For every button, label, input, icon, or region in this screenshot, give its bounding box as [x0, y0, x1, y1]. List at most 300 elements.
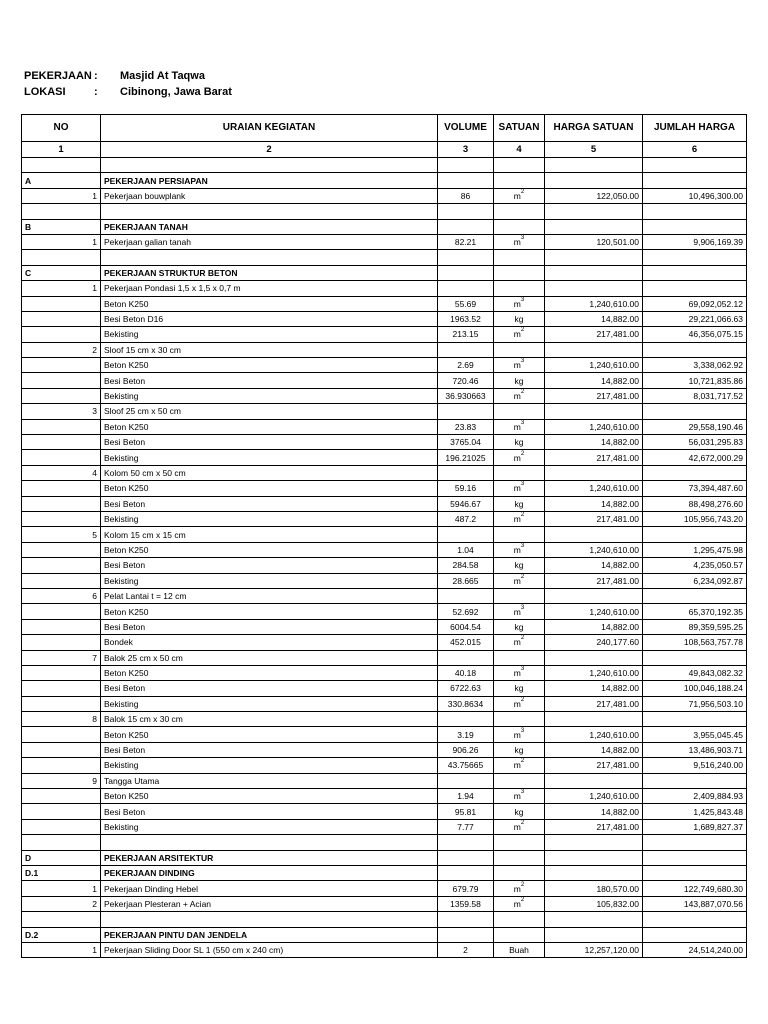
- table-row: [22, 527, 747, 542]
- table-row: [22, 481, 747, 496]
- unit-exponent: 3: [520, 727, 525, 734]
- cell-no: [22, 804, 101, 819]
- cell-harga-satuan: 217,481.00: [545, 388, 643, 403]
- cell-harga-satuan: 14,882.00: [545, 742, 643, 757]
- cell-uraian: Beton K250: [101, 604, 438, 619]
- col-number-5: 5: [545, 142, 643, 158]
- cell-uraian: Pekerjaan bouwplank: [101, 188, 438, 203]
- unit-exponent: 3: [520, 604, 525, 611]
- cell-satuan: [494, 311, 545, 326]
- cell-harga-satuan: [545, 173, 643, 188]
- cell-no: 1: [22, 281, 101, 296]
- cell-jumlah-harga: 49,843,082.32: [643, 665, 747, 680]
- cell-volume: [438, 773, 494, 788]
- cell-no: [22, 789, 101, 804]
- cell-harga-satuan: 14,882.00: [545, 804, 643, 819]
- table-row: [22, 912, 747, 927]
- cell-volume: [438, 527, 494, 542]
- cell-harga-satuan: 240,177.60: [545, 635, 643, 650]
- cell-uraian: Besi Beton: [101, 619, 438, 634]
- cell-jumlah-harga: [643, 219, 747, 234]
- col-header-uraian: URAIAN KEGIATAN: [101, 115, 438, 142]
- unit-text: kg: [514, 314, 524, 325]
- cell-satuan: [494, 604, 545, 619]
- cell-uraian: [101, 912, 438, 927]
- table-body: [22, 158, 747, 958]
- cell-harga-satuan: [545, 835, 643, 850]
- table-row: [22, 604, 747, 619]
- cell-uraian: Beton K250: [101, 419, 438, 434]
- cell-jumlah-harga: [643, 404, 747, 419]
- cell-jumlah-harga: 122,749,680.30: [643, 881, 747, 896]
- cell-no: [22, 250, 101, 265]
- cell-volume: 43.75665: [438, 758, 494, 773]
- cell-volume: 1963.52: [438, 311, 494, 326]
- unit-text: m: [513, 391, 521, 402]
- unit-text: m: [513, 575, 521, 586]
- cell-harga-satuan: 12,257,120.00: [545, 942, 643, 957]
- cell-no: [22, 311, 101, 326]
- cell-harga-satuan: [545, 158, 643, 173]
- cell-no: [22, 158, 101, 173]
- unit-text: kg: [514, 437, 524, 448]
- cell-no: 1: [22, 234, 101, 249]
- cell-satuan: [494, 773, 545, 788]
- unit-text: m: [513, 544, 521, 555]
- cell-satuan: [494, 588, 545, 603]
- unit-text: m: [513, 421, 521, 432]
- cell-satuan: [494, 542, 545, 557]
- table-row: [22, 342, 747, 357]
- cell-jumlah-harga: [643, 773, 747, 788]
- cell-volume: 36.930663: [438, 388, 494, 403]
- cell-no: [22, 742, 101, 757]
- cell-volume: 52.692: [438, 604, 494, 619]
- cell-no: 8: [22, 712, 101, 727]
- table-row: [22, 835, 747, 850]
- cell-uraian: Sloof 15 cm x 30 cm: [101, 342, 438, 357]
- cell-volume: [438, 465, 494, 480]
- cell-satuan: [494, 435, 545, 450]
- unit-exponent: 3: [520, 296, 525, 303]
- cell-volume: 86: [438, 188, 494, 203]
- unit-text: m: [513, 360, 521, 371]
- unit-text: kg: [514, 621, 524, 632]
- unit-exponent: 3: [520, 419, 525, 426]
- cell-jumlah-harga: 100,046,188.24: [643, 681, 747, 696]
- unit-text: kg: [514, 683, 524, 694]
- cell-harga-satuan: [545, 850, 643, 865]
- cell-no: [22, 758, 101, 773]
- table-row: [22, 311, 747, 326]
- cell-uraian: Pekerjaan galian tanah: [101, 234, 438, 249]
- cell-uraian: Bondek: [101, 635, 438, 650]
- cell-satuan: [494, 481, 545, 496]
- cell-satuan: [494, 327, 545, 342]
- cell-volume: 330.8634: [438, 696, 494, 711]
- cell-volume: 487.2: [438, 511, 494, 526]
- cell-uraian: Beton K250: [101, 665, 438, 680]
- cell-no: [22, 681, 101, 696]
- cell-no: [22, 373, 101, 388]
- unit-exponent: 2: [520, 389, 525, 396]
- unit-exponent: 3: [520, 542, 525, 549]
- table-row: [22, 450, 747, 465]
- unit-exponent: 3: [520, 358, 525, 365]
- pekerjaan-label: PEKERJAAN: [24, 70, 92, 82]
- cell-jumlah-harga: 13,486,903.71: [643, 742, 747, 757]
- cell-harga-satuan: 1,240,610.00: [545, 727, 643, 742]
- cell-no: 6: [22, 588, 101, 603]
- cell-jumlah-harga: [643, 173, 747, 188]
- cell-harga-satuan: [545, 265, 643, 280]
- cell-satuan: [494, 158, 545, 173]
- unit-text: kg: [514, 375, 524, 386]
- unit-text: m: [513, 483, 521, 494]
- cell-jumlah-harga: [643, 158, 747, 173]
- cell-satuan: [494, 511, 545, 526]
- unit-text: m: [513, 898, 521, 909]
- table-row: [22, 635, 747, 650]
- cell-jumlah-harga: [643, 342, 747, 357]
- cell-satuan: [494, 835, 545, 850]
- table-row: [22, 881, 747, 896]
- cell-satuan: [494, 865, 545, 880]
- cell-harga-satuan: 217,481.00: [545, 573, 643, 588]
- cell-jumlah-harga: [643, 865, 747, 880]
- cell-no: 2: [22, 896, 101, 911]
- cell-volume: 3.19: [438, 727, 494, 742]
- cell-volume: 679.79: [438, 881, 494, 896]
- cell-jumlah-harga: 69,092,052.12: [643, 296, 747, 311]
- cell-uraian: Balok 15 cm x 30 cm: [101, 712, 438, 727]
- table-row: [22, 696, 747, 711]
- cell-uraian: Besi Beton: [101, 496, 438, 511]
- table-row: [22, 250, 747, 265]
- cell-volume: 3765.04: [438, 435, 494, 450]
- cell-volume: [438, 219, 494, 234]
- cell-volume: [438, 265, 494, 280]
- unit-text: kg: [514, 745, 524, 756]
- cell-harga-satuan: [545, 912, 643, 927]
- cell-satuan: [494, 173, 545, 188]
- cell-no: [22, 819, 101, 834]
- cell-jumlah-harga: 88,498,276.60: [643, 496, 747, 511]
- cell-uraian: Pekerjaan Plesteran + Acian: [101, 896, 438, 911]
- cell-uraian: Besi Beton: [101, 804, 438, 819]
- cell-jumlah-harga: 105,956,743.20: [643, 511, 747, 526]
- table-row: [22, 558, 747, 573]
- unit-text: m: [513, 606, 521, 617]
- cell-jumlah-harga: 143,887,070.56: [643, 896, 747, 911]
- table-row: [22, 465, 747, 480]
- pekerjaan-value: Masjid At Taqwa: [120, 70, 205, 82]
- cell-jumlah-harga: 3,955,045.45: [643, 727, 747, 742]
- cell-no: [22, 435, 101, 450]
- col-header-no: NO: [22, 115, 101, 142]
- cell-satuan: [494, 712, 545, 727]
- cell-uraian: Bekisting: [101, 450, 438, 465]
- unit-exponent: 2: [520, 896, 525, 903]
- cell-uraian: PEKERJAAN DINDING: [101, 865, 438, 880]
- cell-satuan: [494, 619, 545, 634]
- table-row: [22, 419, 747, 434]
- cell-no: [22, 296, 101, 311]
- cell-no: D.1: [22, 865, 101, 880]
- cell-uraian: Balok 25 cm x 50 cm: [101, 650, 438, 665]
- cell-volume: [438, 650, 494, 665]
- unit-exponent: 3: [520, 789, 525, 796]
- cell-harga-satuan: [545, 404, 643, 419]
- cell-satuan: [494, 727, 545, 742]
- cell-uraian: [101, 204, 438, 219]
- cell-harga-satuan: 14,882.00: [545, 311, 643, 326]
- cell-volume: 5946.67: [438, 496, 494, 511]
- cell-jumlah-harga: 10,721,835.86: [643, 373, 747, 388]
- cell-volume: [438, 712, 494, 727]
- cell-satuan: [494, 358, 545, 373]
- table-row: [22, 234, 747, 249]
- cell-harga-satuan: [545, 281, 643, 296]
- cell-harga-satuan: 180,570.00: [545, 881, 643, 896]
- unit-text: m: [513, 883, 521, 894]
- cell-uraian: Bekisting: [101, 511, 438, 526]
- cell-jumlah-harga: [643, 465, 747, 480]
- cell-satuan: [494, 558, 545, 573]
- cell-satuan: [494, 927, 545, 942]
- cell-volume: 59.16: [438, 481, 494, 496]
- unit-exponent: 3: [520, 666, 525, 673]
- table-row: [22, 742, 747, 757]
- cell-uraian: PEKERJAAN ARSITEKTUR: [101, 850, 438, 865]
- cell-no: [22, 358, 101, 373]
- cell-jumlah-harga: 3,338,062.92: [643, 358, 747, 373]
- cell-volume: [438, 404, 494, 419]
- cell-satuan: [494, 404, 545, 419]
- unit-text: m: [513, 821, 521, 832]
- table-row: [22, 650, 747, 665]
- cell-jumlah-harga: 29,558,190.46: [643, 419, 747, 434]
- cell-volume: 55.69: [438, 296, 494, 311]
- unit-exponent: 2: [520, 188, 525, 195]
- table-row: [22, 188, 747, 203]
- cell-satuan: [494, 388, 545, 403]
- cell-jumlah-harga: [643, 835, 747, 850]
- cell-uraian: [101, 158, 438, 173]
- cell-satuan: [494, 665, 545, 680]
- table-row: [22, 819, 747, 834]
- cell-volume: 7.77: [438, 819, 494, 834]
- table-row: [22, 804, 747, 819]
- cell-no: [22, 496, 101, 511]
- cell-no: [22, 511, 101, 526]
- unit-exponent: 2: [520, 450, 525, 457]
- unit-text: m: [513, 668, 521, 679]
- unit-text: m: [513, 514, 521, 525]
- cell-volume: 23.83: [438, 419, 494, 434]
- cell-no: [22, 604, 101, 619]
- table-row: [22, 435, 747, 450]
- cell-satuan: [494, 742, 545, 757]
- cell-jumlah-harga: [643, 850, 747, 865]
- cell-jumlah-harga: [643, 927, 747, 942]
- cell-jumlah-harga: 8,031,717.52: [643, 388, 747, 403]
- cell-harga-satuan: 217,481.00: [545, 450, 643, 465]
- cell-jumlah-harga: [643, 912, 747, 927]
- cell-harga-satuan: [545, 865, 643, 880]
- cell-uraian: Beton K250: [101, 542, 438, 557]
- cell-jumlah-harga: 46,356,075.15: [643, 327, 747, 342]
- unit-exponent: 3: [520, 235, 525, 242]
- cell-satuan: [494, 942, 545, 957]
- cell-satuan: [494, 188, 545, 203]
- cell-uraian: Bekisting: [101, 388, 438, 403]
- unit-exponent: 3: [520, 481, 525, 488]
- lokasi-value: Cibinong, Jawa Barat: [120, 86, 232, 98]
- cell-no: [22, 450, 101, 465]
- table-row: [22, 158, 747, 173]
- table-row: [22, 573, 747, 588]
- cell-no: [22, 619, 101, 634]
- cell-satuan: [494, 527, 545, 542]
- cell-uraian: PEKERJAAN STRUKTUR BETON: [101, 265, 438, 280]
- cell-no: 1: [22, 942, 101, 957]
- table-row: [22, 542, 747, 557]
- cell-satuan: [494, 465, 545, 480]
- cell-volume: 2: [438, 942, 494, 957]
- col-number-3: 3: [438, 142, 494, 158]
- cell-harga-satuan: 1,240,610.00: [545, 665, 643, 680]
- cell-no: [22, 635, 101, 650]
- table-row: [22, 404, 747, 419]
- cell-volume: [438, 835, 494, 850]
- unit-text: Buah: [509, 945, 529, 956]
- cell-jumlah-harga: 56,031,295.83: [643, 435, 747, 450]
- cell-satuan: [494, 450, 545, 465]
- cell-volume: 284.58: [438, 558, 494, 573]
- cell-harga-satuan: 1,240,610.00: [545, 419, 643, 434]
- cell-uraian: Besi Beton: [101, 373, 438, 388]
- cell-jumlah-harga: [643, 204, 747, 219]
- cell-uraian: Pekerjaan Pondasi 1,5 x 1,5 x 0,7 m: [101, 281, 438, 296]
- cell-uraian: Bekisting: [101, 819, 438, 834]
- cell-harga-satuan: 1,240,610.00: [545, 358, 643, 373]
- cell-satuan: [494, 342, 545, 357]
- table-row: [22, 588, 747, 603]
- unit-exponent: 2: [520, 881, 525, 888]
- unit-text: m: [513, 729, 521, 740]
- cell-uraian: Besi Beton: [101, 558, 438, 573]
- cell-uraian: Pekerjaan Dinding Hebel: [101, 881, 438, 896]
- table-row: [22, 358, 747, 373]
- cell-jumlah-harga: 6,234,092.87: [643, 573, 747, 588]
- project-header: [24, 70, 205, 82]
- table-row: [22, 665, 747, 680]
- table-row: [22, 373, 747, 388]
- cell-uraian: PEKERJAAN PERSIAPAN: [101, 173, 438, 188]
- cell-no: D: [22, 850, 101, 865]
- cell-uraian: [101, 835, 438, 850]
- cell-no: 4: [22, 465, 101, 480]
- cell-satuan: [494, 496, 545, 511]
- cell-volume: 196.21025: [438, 450, 494, 465]
- cell-no: A: [22, 173, 101, 188]
- cell-satuan: [494, 912, 545, 927]
- unit-text: m: [513, 791, 521, 802]
- col-number-2: 2: [101, 142, 438, 158]
- cell-jumlah-harga: 2,409,884.93: [643, 789, 747, 804]
- table-row: [22, 758, 747, 773]
- cell-uraian: Bekisting: [101, 758, 438, 773]
- cell-jumlah-harga: 42,672,000.29: [643, 450, 747, 465]
- cell-volume: [438, 250, 494, 265]
- cell-harga-satuan: 217,481.00: [545, 758, 643, 773]
- table-row: [22, 681, 747, 696]
- cell-harga-satuan: 14,882.00: [545, 681, 643, 696]
- unit-exponent: 2: [520, 819, 525, 826]
- cell-harga-satuan: 1,240,610.00: [545, 604, 643, 619]
- cell-satuan: [494, 265, 545, 280]
- cell-satuan: [494, 234, 545, 249]
- cell-uraian: PEKERJAAN PINTU DAN JENDELA: [101, 927, 438, 942]
- cell-jumlah-harga: 65,370,192.35: [643, 604, 747, 619]
- cell-satuan: [494, 373, 545, 388]
- cell-jumlah-harga: 29,221,066.63: [643, 311, 747, 326]
- cell-volume: [438, 850, 494, 865]
- table-row: [22, 927, 747, 942]
- unit-exponent: 2: [520, 573, 525, 580]
- cell-harga-satuan: [545, 204, 643, 219]
- cell-uraian: Kolom 50 cm x 50 cm: [101, 465, 438, 480]
- column-number-row: [22, 142, 747, 158]
- cell-harga-satuan: 217,481.00: [545, 327, 643, 342]
- cell-harga-satuan: 1,240,610.00: [545, 481, 643, 496]
- cell-uraian: Beton K250: [101, 358, 438, 373]
- col-number-6: 6: [643, 142, 747, 158]
- cell-no: [22, 573, 101, 588]
- cell-volume: 95.81: [438, 804, 494, 819]
- cell-satuan: [494, 204, 545, 219]
- cell-satuan: [494, 419, 545, 434]
- cell-volume: [438, 588, 494, 603]
- cell-jumlah-harga: 10,496,300.00: [643, 188, 747, 203]
- cell-jumlah-harga: 1,295,475.98: [643, 542, 747, 557]
- unit-text: kg: [514, 498, 524, 509]
- cell-harga-satuan: 217,481.00: [545, 696, 643, 711]
- cell-volume: [438, 281, 494, 296]
- cell-volume: 1.04: [438, 542, 494, 557]
- location-header: [24, 86, 232, 98]
- table-row: [22, 281, 747, 296]
- cell-no: 3: [22, 404, 101, 419]
- table-row: [22, 219, 747, 234]
- cell-no: B: [22, 219, 101, 234]
- cell-satuan: [494, 281, 545, 296]
- cell-harga-satuan: [545, 712, 643, 727]
- cell-no: [22, 388, 101, 403]
- cell-uraian: Besi Beton: [101, 681, 438, 696]
- col-header-satuan: SATUAN: [494, 115, 545, 142]
- table-row: [22, 204, 747, 219]
- cell-no: [22, 696, 101, 711]
- cell-jumlah-harga: 24,514,240.00: [643, 942, 747, 957]
- unit-exponent: 2: [520, 327, 525, 334]
- table-row: [22, 727, 747, 742]
- cell-volume: 40.18: [438, 665, 494, 680]
- table-row: [22, 327, 747, 342]
- col-number-4: 4: [494, 142, 545, 158]
- cell-uraian: Bekisting: [101, 573, 438, 588]
